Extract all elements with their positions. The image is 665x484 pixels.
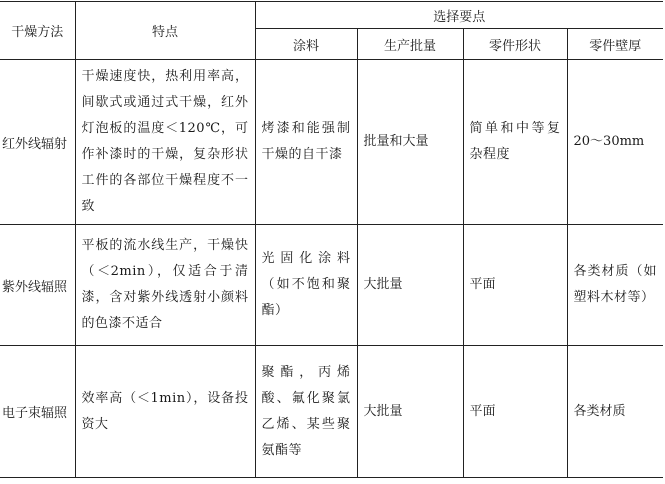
table-row [0, 346, 663, 478]
thickness-cell: 各类材质 [567, 346, 663, 478]
shape-cell: 平面 [463, 225, 567, 346]
shape-cell: 平面 [463, 346, 567, 478]
features-cell: 平板的流水线生产，干燥快（＜2min），仅适合于清漆，含对紫外线透射小颜料的色漆不适合 [75, 225, 255, 346]
table-row [0, 60, 663, 225]
header-batch: 生产批量 [357, 29, 463, 60]
batch-cell: 大批量 [357, 346, 463, 478]
header-features: 特点 [75, 2, 255, 60]
method-cell: 红外线辐射 [0, 60, 75, 225]
batch-cell: 批量和大量 [357, 60, 463, 225]
thickness-cell: 20～30mm [567, 60, 663, 225]
shape-cell: 简单和中等复杂程度 [463, 60, 567, 225]
header-selection: 选择要点 [255, 2, 663, 29]
batch-cell: 大批量 [357, 225, 463, 346]
features-cell: 干燥速度快，热利用率高，间歇式或通过式干燥，红外灯泡板的温度＜120℃，可作补漆时的干燥，复杂形状工件的各部位干燥程度不一致 [75, 60, 255, 225]
table-row [0, 225, 663, 346]
header-coating: 涂料 [255, 29, 357, 60]
coating-cell: 光固化涂料（如不饱和聚酯） [255, 225, 357, 346]
drying-methods-table [0, 1, 663, 478]
features-cell: 效率高（＜1min），设备投资大 [75, 346, 255, 478]
method-cell: 电子束辐照 [0, 346, 75, 478]
header-thickness: 零件壁厚 [567, 29, 663, 60]
header-shape: 零件形状 [463, 29, 567, 60]
thickness-cell: 各类材质（如塑料木材等） [567, 225, 663, 346]
header-method: 干燥方法 [0, 2, 75, 60]
method-cell: 紫外线辐照 [0, 225, 75, 346]
coating-cell: 聚酯，丙烯酸、氟化聚氯乙烯、某些聚氨酯等 [255, 346, 357, 478]
coating-cell: 烤漆和能强制干燥的自干漆 [255, 60, 357, 225]
